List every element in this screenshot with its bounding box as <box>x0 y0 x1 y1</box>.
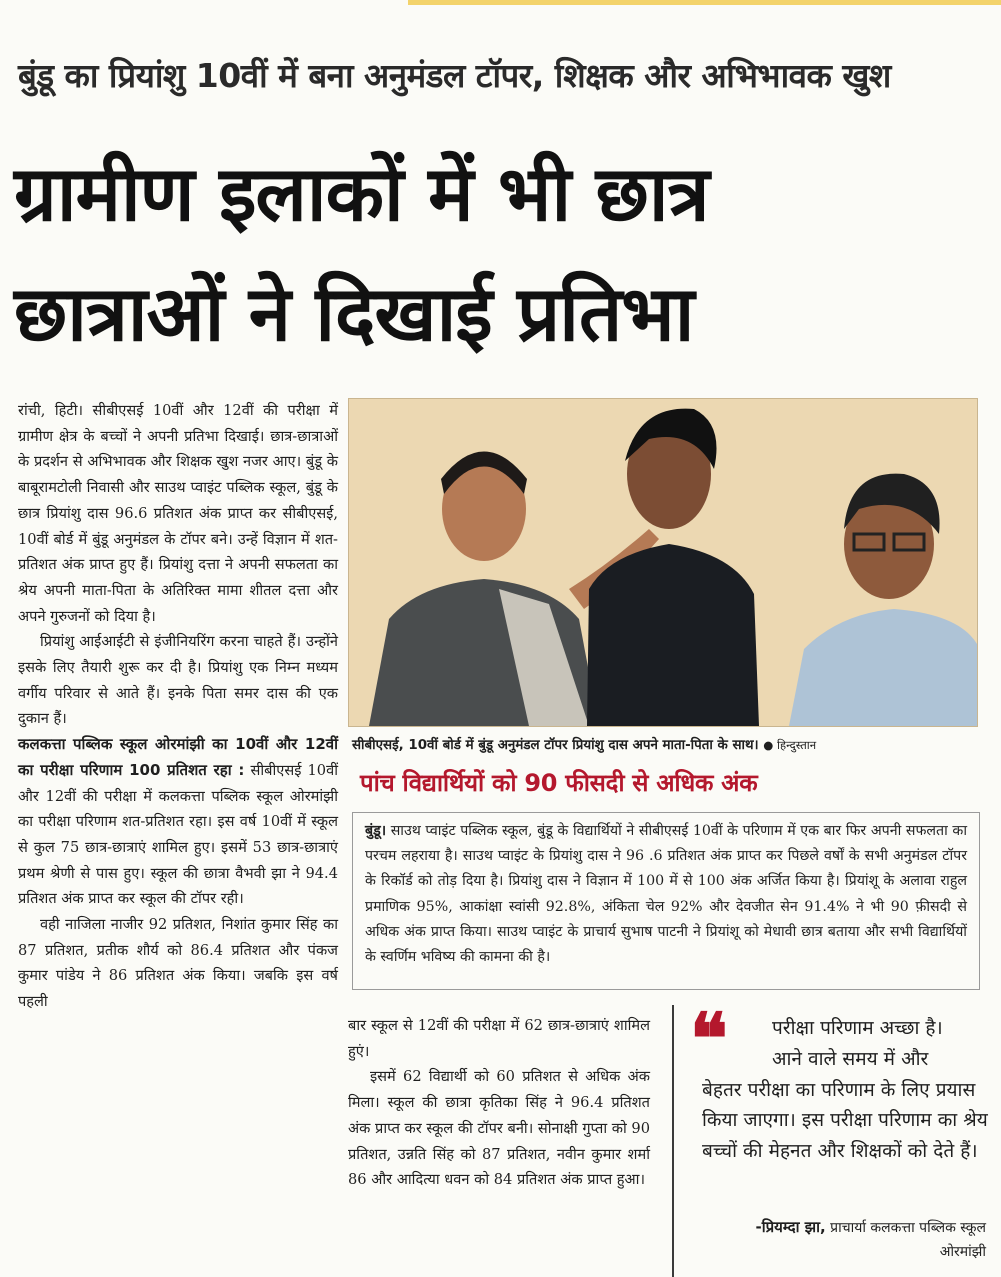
main-headline-line-2: छात्राओं ने दिखाई प्रतिभा <box>14 269 694 358</box>
main-headline-line-1: ग्रामीण इलाकों में भी छात्र <box>14 149 709 238</box>
highlight-box <box>352 812 980 990</box>
quote-mark-icon: ❝ <box>690 997 728 1080</box>
quote-line-2: आने वाले समय में और <box>772 1047 929 1070</box>
section-subhead: कलकत्ता पब्लिक स्कूल ओरमांझी का 10वीं और 12वीं का परीक्षा परिणाम 100 प्रतिशत रहा : <box>18 735 338 779</box>
photo-illustration <box>349 399 977 726</box>
article-paragraph: वही नाजिला नाजीर 92 प्रतिशत, निशांत कुमार सिंह का 87 प्रतिशत, प्रतीक शौर्य को 86.4 प्रतिशत और पंकज कुमार पांडेय ने 86 प्रतिशत अंक किया। जबकि इस वर्ष पहली <box>18 916 338 1011</box>
quote-text <box>702 1013 990 1167</box>
article-column-2 <box>348 1013 650 1193</box>
news-photo <box>348 398 978 727</box>
quote-column <box>672 997 992 1277</box>
article-paragraph: रांची, हिटी। सीबीएसई 10वीं और 12वीं की परीक्षा में ग्रामीण क्षेत्र के बच्चों ने अपनी प्रतिभा दिखाई। छात्र-छात्राओं के प्रदर्शन से अभिभावक और शिक्षक खुश नजर आए। बुंडू के बाबूरामटोली निवासी और साउथ प्वाइंट पब्लिक स्कूल, बुंडू के छात्र प्रियांशु दास 96.6 प्रतिशत अंक प्राप्त कर सीबीएसई, 10वीं बोर्ड में बुंडू अनुमंडल के टॉपर बने। उन्हें विज्ञान में शत-प्रतिशत अंक प्राप्त हुए हैं। प्रियांशु दत्ता ने अपनी सफलता का श्रेय अपनी माता-पिता के अतिरिक्त मामा शीतल दत्ता और अपने गुरुजनों को दिया है। <box>18 402 338 625</box>
article-paragraph: इसमें 62 विद्यार्थी को 60 प्रतिशत से अधिक अंक मिला। स्कूल की छात्रा कृतिका सिंह ने 96.4 प्रतिशत अंक प्राप्त कर स्कूल की टॉपर बनी। सोनाक्षी गुप्ता को 90 प्रतिशत, उन्नति सिंह को 87 प्रतिशत, नवीन कुमार शर्मा 86 और आदित्या धवन को 84 प्रतिशत अंक प्राप्त हुआ। <box>348 1068 650 1189</box>
article-paragraph: बार स्कूल से 12वीं की परीक्षा में 62 छात्र-छात्राएं शामिल हुएं। <box>348 1017 650 1060</box>
quote-signature <box>756 1215 987 1264</box>
son-figure-body <box>587 544 759 726</box>
box-heading: पांच विद्यार्थियों को 90 फीसदी से अधिक अंक <box>360 769 758 797</box>
quote-rest: बेहतर परीक्षा का परिणाम के लिए प्रयास किया जाएगा। इस परीक्षा परिणाम का श्रेय बच्चों की मेहनत और शिक्षकों को देते हैं। <box>702 1078 988 1163</box>
kicker-headline: बुंडू का प्रियांशु 10वीं में बना अनुमंडल टॉपर, शिक्षक और अभिभावक खुश <box>18 56 891 95</box>
photo-credit: ● हिन्दुस्तान <box>763 738 817 752</box>
article-column-1 <box>18 398 338 1015</box>
quote-place: ओरमांझी <box>939 1244 986 1260</box>
box-paragraph <box>353 813 979 970</box>
quote-role: प्राचार्या कलकत्ता पब्लिक स्कूल <box>830 1220 986 1236</box>
box-text: साउथ प्वाइंट पब्लिक स्कूल, बुंडू के विद्यार्थियों ने सीबीएसई 10वीं के परिणाम में एक बार फिर अपनी सफलता का परचम लहराया है। साउथ प्वाइंट के प्रियांशु दास ने 96 .6 प्रतिशत अंक प्राप्त कर पिछले वर्षों के सभी अनुमंडल टॉपर के रिकॉर्ड को तोड़ दिया है। प्रियांशु दास ने विज्ञान में 100 में से 100 अंक अर्जित किया है। प्रियांशू के अलावा राहुल प्रमाणिक 95%, आकांक्षा स्वांसी 92.8%, अंकिता चेल 92% और देवजीत सेन 91.4% ने भी 90 फ़ीसदी से अधिक अंक प्राप्त किया। साउथ प्वाइंट के प्राचार्य सुभाष पाटनी ने प्रियांशू को मेधावी छात्र बताया और सभी विद्यार्थियों के स्वर्णिम भविष्य की कामना की है। <box>365 823 967 966</box>
article-paragraph: प्रियांशु आईआईटी से इंजीनियरिंग करना चाहते हैं। उन्होंने इसके लिए तैयारी शुरू कर दी है। प्रियांशु एक निम्न मध्यम वर्गीय परिवार से आते हैं। इनके पिता समर दास की एक दुकान हैं। <box>18 633 338 728</box>
caption-text: सीबीएसई, 10वीं बोर्ड में बुंडू अनुमंडल टॉपर प्रियांशु दास अपने माता-पिता के साथ। <box>352 738 759 753</box>
article-paragraph-with-subhead <box>18 732 338 912</box>
quote-author: -प्रियम्दा झा, <box>755 1218 826 1236</box>
top-accent-bar <box>408 0 1001 5</box>
photo-caption <box>352 735 982 753</box>
paragraph-text: सीबीएसई 10वीं और 12वीं की परीक्षा में कलकत्ता पब्लिक स्कूल ओरमांझी का परीक्षा परिणाम शत-प्रतिशत रहा। इस वर्ष 10वीं में स्कूल से कुल 75 छात्र-छात्राएं शामिल हुए। इसमें 53 छात्र-छात्राएं प्रथम श्रेणी से पास हुए। स्कूल की छात्रा वैभवी झा ने 94.4 प्रतिशत अंक प्राप्त कर स्कूल की टॉपर रही। <box>18 761 338 908</box>
dateline: बुंडू। <box>365 823 387 839</box>
quote-line-1: परीक्षा परिणाम अच्छा है। <box>772 1017 943 1039</box>
